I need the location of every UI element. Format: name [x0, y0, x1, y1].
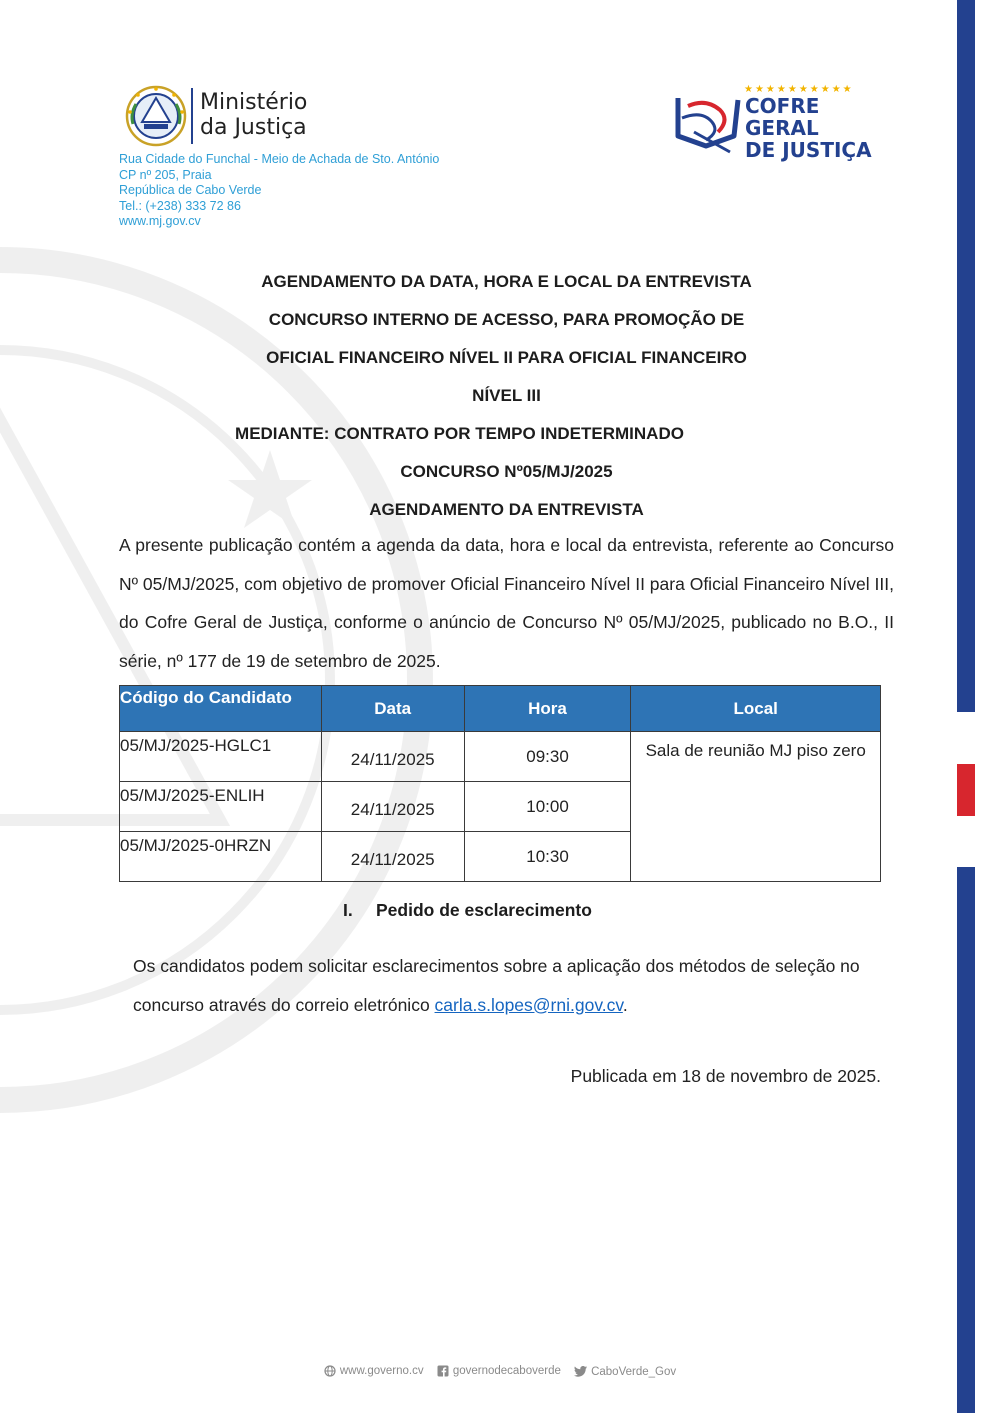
title-line: NÍVEL III — [472, 386, 541, 405]
document-title — [119, 263, 894, 529]
globe-icon — [324, 1365, 336, 1377]
footer-website-label: www.governo.cv — [339, 1365, 424, 1377]
ministry-emblem-icon — [124, 84, 188, 148]
clarification-text: Os candidatos podem solicitar esclarecimentos sobre a aplicação dos métodos de seleção no concurso através do correio eletrónico — [133, 956, 860, 1015]
cofre-name — [745, 95, 882, 161]
title-line: MEDIANTE: CONTRATO POR TEMPO INDETERMINADO — [235, 424, 684, 443]
ministry-name-line2: da Justiça — [200, 115, 307, 140]
cell-date: 24/11/2025 — [321, 832, 464, 882]
cofre-logo — [672, 84, 882, 162]
side-bar-red — [957, 764, 975, 816]
facebook-icon — [437, 1365, 449, 1377]
clarification-text-end: . — [622, 994, 628, 1015]
contact-email-link[interactable]: carla.s.lopes@rni.gov.cv — [434, 994, 623, 1015]
header-time: Hora — [464, 686, 631, 732]
side-bar-blue-bottom — [957, 867, 975, 1413]
cell-time: 10:00 — [464, 782, 631, 832]
ministry-address — [119, 152, 439, 230]
cell-date: 24/11/2025 — [321, 732, 464, 782]
clarification-paragraph — [133, 947, 893, 1024]
title-contest-number: CONCURSO Nº05/MJ/2025 — [400, 462, 613, 481]
table-header-row — [120, 686, 881, 732]
side-bar-blue-top — [957, 0, 975, 712]
address-line: Rua Cidade do Funchal - Meio de Achada de Sto. António — [119, 152, 440, 166]
table-row — [120, 732, 881, 782]
ministry-name-line1: Ministério — [200, 90, 308, 115]
cell-local: Sala de reunião MJ piso zero — [631, 732, 881, 882]
cofre-stars-icon: ★★★★★★★★★★ — [744, 84, 854, 95]
address-website: www.mj.gov.cv — [119, 214, 201, 228]
header-date: Data — [321, 686, 464, 732]
cell-candidate-code: 05/MJ/2025-HGLC1 — [120, 732, 322, 782]
intro-paragraph: A presente publicação contém a agenda da data, hora e local da entrevista, referente ao Concurso Nº 05/MJ/2025, com objetivo de promover Oficial Financeiro Nível II para Oficial Financeiro Nível III, do Cofre Geral de Justiça, conforme o anúncio de Concurso Nº 05/MJ/2025, publicado no B.O., II série, nº 177 de 19 de setembro de 2025. — [119, 535, 894, 671]
footer-website[interactable] — [324, 1365, 424, 1377]
title-line: AGENDAMENTO DA DATA, HORA E LOCAL DA ENTREVISTA — [261, 272, 752, 291]
ministry-name — [200, 90, 307, 140]
footer-social — [0, 1365, 1000, 1380]
cell-date: 24/11/2025 — [321, 782, 464, 832]
footer-twitter-label: CaboVerde_Gov — [591, 1365, 677, 1378]
ministry-logo — [124, 84, 324, 148]
ministry-logo-divider — [191, 88, 193, 144]
cofre-name-line2: DE JUSTIÇA — [745, 138, 872, 162]
cofre-name-line1: COFRE GERAL — [745, 94, 820, 140]
title-line: CONCURSO INTERNO DE ACESSO, PARA PROMOÇÃO DE — [268, 310, 745, 329]
section-title: Pedido de esclarecimento — [376, 900, 592, 920]
publication-date: Publicada em 18 de novembro de 2025. — [570, 1066, 881, 1086]
title-line: OFICIAL FINANCEIRO NÍVEL II PARA OFICIAL FINANCEIRO — [266, 348, 747, 367]
footer-twitter[interactable] — [574, 1366, 676, 1378]
cell-time: 10:30 — [464, 832, 631, 882]
section-heading-clarification — [343, 900, 592, 921]
cell-candidate-code: 05/MJ/2025-ENLIH — [120, 782, 322, 832]
section-number: I. — [343, 900, 353, 920]
header-local: Local — [631, 686, 881, 732]
address-line: CP nº 205, Praia — [119, 167, 212, 182]
header-candidate-code: Código do Candidato — [120, 686, 322, 732]
address-phone: Tel.: (+238) 333 72 86 — [119, 198, 241, 213]
cofre-emblem-icon — [672, 88, 744, 158]
footer-facebook-label: governodecaboverde — [452, 1365, 561, 1377]
address-line: República de Cabo Verde — [119, 183, 262, 197]
interview-schedule-table — [119, 685, 881, 882]
title-line: AGENDAMENTO DA ENTREVISTA — [369, 500, 644, 519]
footer-facebook[interactable] — [437, 1365, 561, 1377]
twitter-icon — [574, 1366, 587, 1377]
cell-time: 09:30 — [464, 732, 631, 782]
cell-candidate-code: 05/MJ/2025-0HRZN — [120, 832, 322, 882]
